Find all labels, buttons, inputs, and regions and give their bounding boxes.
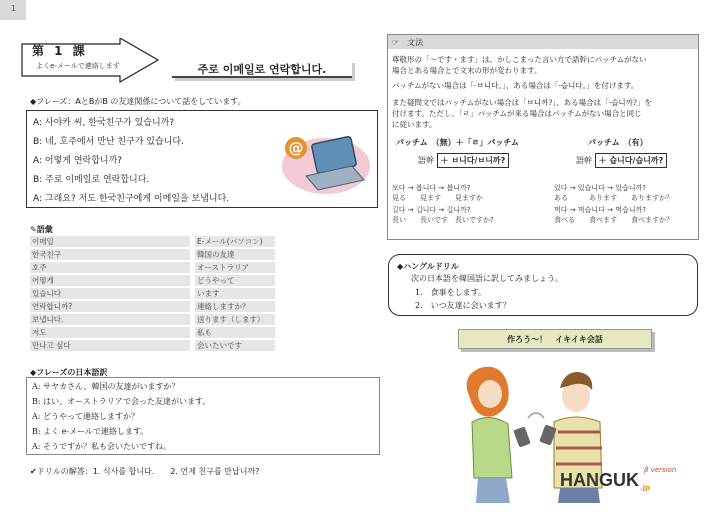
dialog-line: A: 그래요? 저도 한국친구에게 이메일을 보냅니다. bbox=[33, 194, 230, 204]
svg-text:@: @ bbox=[288, 139, 304, 157]
grammar-text: また疑問文ではパッチムがない場合は「ㅂ니까?」、ある場合は「-습니까?」を bbox=[392, 98, 652, 107]
batchim-none-label: パッチム （無）＋「ㄹ」パッチム bbox=[396, 138, 519, 147]
dialog-line: A: 어떻게 연락합니까? bbox=[33, 156, 123, 166]
vocab-japanese: 送ります（します） bbox=[195, 314, 275, 325]
example-left: 길다 → 깁니다 → 깁니까? bbox=[392, 206, 471, 214]
vocab-heading: ✎語彙 bbox=[30, 225, 53, 234]
vocab-row bbox=[30, 275, 380, 286]
vocab-row bbox=[30, 327, 380, 338]
vocab-row bbox=[30, 340, 380, 351]
translation-line: A: そうですか？私も会いたいですね。 bbox=[32, 442, 172, 451]
example-left: 見る 見ます 見ますか bbox=[392, 194, 483, 202]
translation-line: A: どうやって連絡しますか？ bbox=[32, 412, 140, 421]
grammar-text: 尊敬形の「～です・ます」は、かしこまった言い方で語幹にパッチムがない bbox=[392, 55, 647, 64]
example-right: 食べる 食べます 食べますか？ bbox=[554, 216, 673, 224]
example-left: 長い 長いです 長いですか? bbox=[392, 216, 494, 224]
vocab-korean: 연락합니까? bbox=[30, 301, 190, 312]
example-right: ある あります ありますか？ bbox=[554, 194, 673, 202]
grammar-text: 付けます。ただし、「ㄹ」パッチムが来る場合はパッチムがない場合と同じ bbox=[392, 109, 642, 118]
vocab-korean: 한국친구 bbox=[30, 249, 190, 260]
vocab-japanese: 韓国の友達 bbox=[195, 249, 275, 260]
lesson-title: 주로 이메일로 연락합니다. bbox=[172, 60, 352, 78]
grammar-text: に従います。 bbox=[392, 120, 437, 129]
vocab-row bbox=[30, 314, 380, 325]
drill-instruction: 次の日本語を韓国語に訳してみましょう。 bbox=[411, 274, 563, 283]
vocab-row bbox=[30, 249, 380, 260]
vocab-korean: 저도 bbox=[30, 327, 190, 338]
vocab-japanese: 連絡しますか？ bbox=[195, 301, 275, 312]
vocab-row bbox=[30, 301, 380, 312]
ending-none-box: ＋ ㅂ니다/ㅂ니까? bbox=[437, 153, 510, 168]
example-right: 먹다 → 먹습니다 → 먹습니까? bbox=[554, 206, 646, 214]
drill-item: 1. 食事をします。 bbox=[415, 288, 486, 297]
vocab-korean: 호주 bbox=[30, 262, 190, 273]
dialog-line: B: 주로 이메일로 연락합니다. bbox=[33, 175, 150, 185]
vocab-row bbox=[30, 236, 380, 247]
hanguk-logo: HANGUK bbox=[560, 470, 639, 490]
grammar-text: パッチムがない場合は「-ㅂ니다。」、ある場合は「-습니다。」を付けます。 bbox=[392, 81, 639, 90]
grammar-box bbox=[387, 34, 699, 240]
lesson-subtitle: よくe-メールで連絡します bbox=[36, 62, 120, 70]
drill-answer: ✔ドリルの解答：1. 식사를 합니다. 2. 언제 친구를 만납니까? bbox=[30, 467, 260, 476]
grammar-text: 場合とある場合とで文末の形が変わります。 bbox=[392, 66, 542, 75]
vocab-japanese: 私も bbox=[195, 327, 275, 338]
vocab-korean: 있습니다 bbox=[30, 288, 190, 299]
formula-none bbox=[418, 153, 509, 166]
page-number: 1 bbox=[0, 0, 26, 20]
email-laptop-illustration bbox=[278, 128, 372, 200]
vocab-korean: 어떻게 bbox=[30, 275, 190, 286]
phrase-heading: ◆フレーズ：AとBがB の友達関係について話をしています。 bbox=[30, 97, 246, 106]
logo-domain: .jp bbox=[640, 484, 651, 492]
vocab-korean: 보냅니다. bbox=[30, 314, 190, 325]
grammar-title: ☞ 文法 bbox=[388, 35, 698, 49]
example-right: 있다 → 있습니다 → 있습니까? bbox=[554, 184, 646, 192]
vocab-row bbox=[30, 288, 380, 299]
vocab-japanese: どうやって bbox=[195, 275, 275, 286]
vocab-japanese: 会いたいです bbox=[195, 340, 275, 351]
stem-label: 語幹 bbox=[576, 156, 592, 165]
vocab-korean: 만나고 싶다 bbox=[30, 340, 190, 351]
dialog-line: A: 사야카 씨, 한국친구가 있습니까? bbox=[33, 118, 175, 128]
vocab-japanese: オーストラリア bbox=[195, 262, 275, 273]
lesson-number: 第 1 課 bbox=[32, 44, 88, 58]
translation-line: B: よく e-メールで連絡します。 bbox=[32, 427, 149, 436]
vocab-row bbox=[30, 262, 380, 273]
translation-heading: ◆フレーズの日本語訳 bbox=[30, 368, 108, 377]
ending-yes-box: ＋ 습니다/습니까? bbox=[595, 153, 668, 168]
example-left: 보다 → 봅니다 → 봅니까? bbox=[392, 184, 471, 192]
translation-line: B: はい、オーストラリアで会った友達がいます。 bbox=[32, 397, 211, 406]
translation-box bbox=[26, 377, 380, 455]
drill-item: 2. いつ友達に会います？ bbox=[415, 301, 511, 310]
stem-label: 語幹 bbox=[418, 156, 434, 165]
vocab-japanese: E-メール(パソコン) bbox=[195, 236, 275, 247]
vocab-japanese: います bbox=[195, 288, 275, 299]
logo-version: β version bbox=[644, 466, 677, 474]
batchim-yes-label: パッチム （有） bbox=[588, 138, 648, 147]
kaiwa-banner: 作ろう～！ イキイキ会話 bbox=[458, 329, 652, 349]
formula-yes bbox=[576, 153, 667, 166]
drill-heading: ◆ハングルドリル bbox=[397, 262, 459, 271]
dialog-line: B: 네, 호주에서 만난 친구가 있습니다. bbox=[33, 137, 184, 147]
vocab-korean: 이메일 bbox=[30, 236, 190, 247]
translation-line: A: サヤカさん、韓国の友達がいますか？ bbox=[32, 382, 180, 391]
hangul-drill-box bbox=[388, 254, 698, 316]
